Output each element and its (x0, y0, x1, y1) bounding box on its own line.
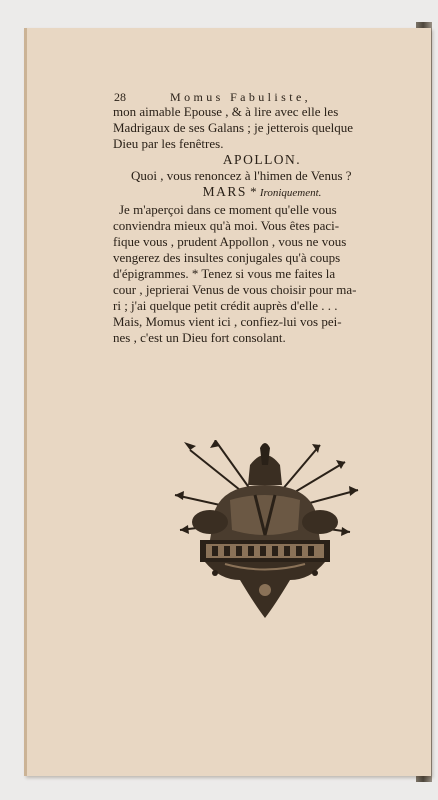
text-line: mon aimable Epouse , & à lire avec elle les (113, 104, 339, 119)
mars-dialogue-line: cour , jeprierai Venus de vous choisir pour ma- (113, 282, 357, 297)
speaker-heading-mars (113, 184, 411, 200)
mars-dialogue-line: fique vous , prudent Appollon , vous ne vous (113, 234, 347, 249)
text-line: Madrigaux de ses Galans ; je jetterois quelque (113, 120, 354, 135)
mars-dialogue-line: vengerez des insultes conjugales qu'à coups (113, 250, 341, 265)
mars-dialogue-line: conviendra mieux qu'à moi. Vous êtes paci- (113, 218, 340, 233)
apollon-dialogue-line: Quoi , vous renoncez à l'himen de Venus ? (131, 168, 352, 183)
mars-dialogue-line: Mais, Momus vient ici , confiez-lui vos pei- (113, 314, 342, 329)
mars-dialogue-line: d'épigrammes. * Tenez si vous me faites la (113, 266, 336, 281)
mars-dialogue-line: ri ; j'ai quelque petit crédit auprès d'elle . . . (113, 298, 338, 313)
mars-dialogue-line: nes , c'est un Dieu fort consolant. (113, 330, 286, 345)
text-line: Dieu par les fenêtres. (113, 136, 224, 151)
page-number: 28 (114, 90, 126, 104)
footnote-marker: * (250, 184, 257, 199)
trophy-of-arms-icon (170, 440, 360, 620)
speaker-name-mars: MARS (202, 184, 247, 199)
book-page (24, 28, 431, 776)
running-head: Momus Fabuliste, (170, 90, 312, 104)
speaker-heading-apollon: APOLLON. (222, 152, 302, 167)
stage-direction: Ironiquement. (259, 187, 322, 199)
mars-dialogue-line: Je m'aperçoi dans ce moment qu'elle vous (119, 202, 337, 217)
